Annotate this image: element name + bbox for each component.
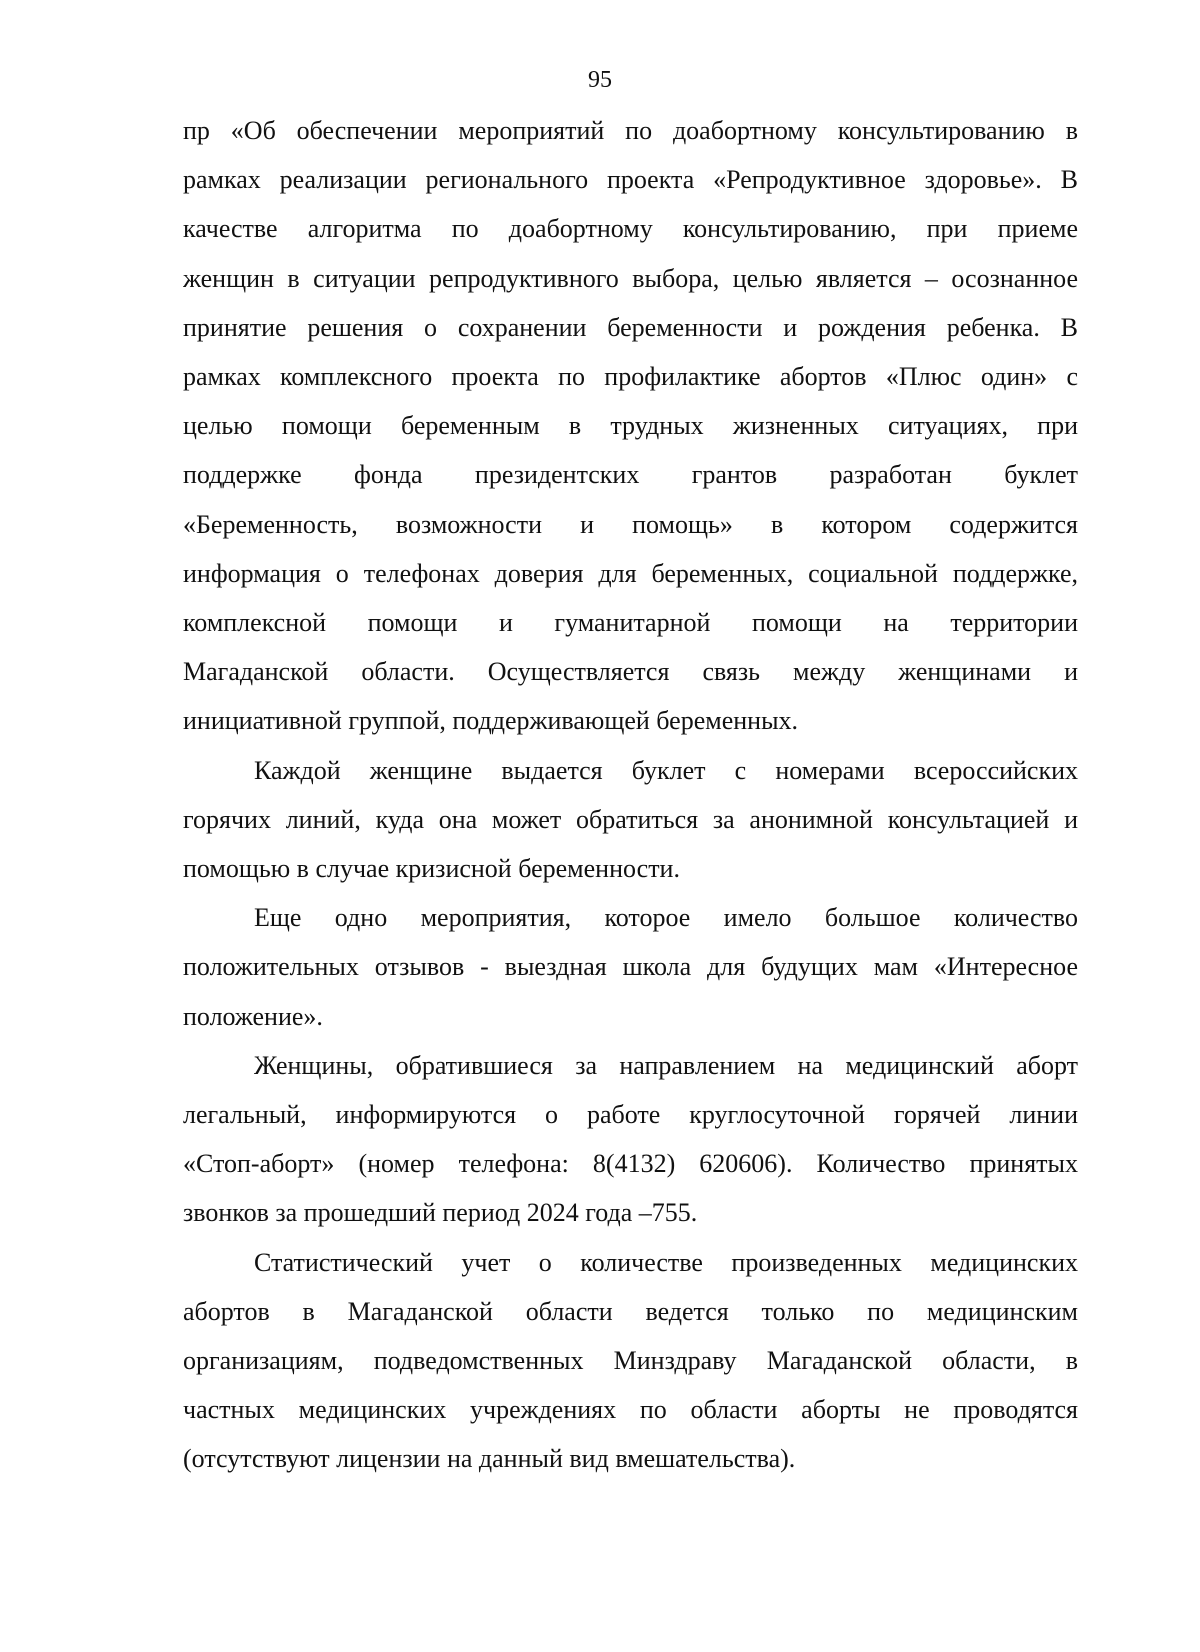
text-line: рамках реализации регионального проекта «Репродуктивное здоровье». В [183,165,1078,195]
paragraph [183,1238,1078,1484]
text-line: помощью в случае кризисной беременности. [183,854,680,884]
text-line: положение». [183,1001,323,1031]
text-line: Еще одно мероприятия, которое имело большое количество [254,903,1078,933]
text-line: Магаданской области. Осуществляется связь между женщинами и [183,657,1078,687]
text-line: Каждой женщине выдается буклет с номерами всероссийских [254,755,1078,785]
text-line: частных медицинских учреждениях по области аборты не проводятся [183,1395,1078,1425]
text-line: звонков за прошедший период 2024 года –755. [183,1198,698,1228]
text-line: Женщины, обратившиеся за направлением на медицинский аборт [254,1050,1078,1080]
text-line: женщин в ситуации репродуктивного выбора, целью является – осознанное [183,263,1078,293]
text-line: поддержке фонда президентских грантов разработан буклет [183,460,1078,490]
paragraph [183,1041,1078,1238]
paragraph [183,746,1078,894]
text-line: горячих линий, куда она может обратиться за анонимной консультацией и [183,804,1078,834]
text-line: «Беременность, возможности и помощь» в котором содержится [183,509,1078,539]
text-line: комплексной помощи и гуманитарной помощи на территории [183,608,1078,638]
page-number: 95 [588,67,612,93]
text-line: положительных отзывов - выездная школа для будущих мам «Интересное [183,952,1078,982]
text-line: легальный, информируются о работе круглосуточной горячей линии [183,1100,1078,1130]
text-line: «Стоп-аборт» (номер телефона: 8(4132) 620606). Количество принятых [183,1149,1078,1179]
text-line: целью помощи беременным в трудных жизненных ситуациях, при [183,411,1078,441]
text-line: организациям, подведомственных Минздраву Магаданской области, в [183,1346,1078,1376]
text-line: инициативной группой, поддерживающей беременных. [183,706,799,736]
paragraph [183,893,1078,1041]
text-line: Статистический учет о количестве произведенных медицинских [254,1247,1078,1277]
paragraph [183,106,1078,746]
document-body [183,106,1078,1484]
text-line: абортов в Магаданской области ведется только по медицинским [183,1296,1078,1326]
text-line: пр «Об обеспечении мероприятий по доабортному консультированию в [183,116,1078,145]
text-line: принятие решения о сохранении беременности и рождения ребенка. В [183,312,1078,342]
text-line: качестве алгоритма по доабортному консультированию, при приеме [183,214,1078,244]
text-line: информация о телефонах доверия для беременных, социальной поддержке, [183,558,1078,588]
text-line: рамках комплексного проекта по профилактике абортов «Плюс один» с [183,362,1078,392]
text-line: (отсутствуют лицензии на данный вид вмешательства). [183,1444,796,1474]
